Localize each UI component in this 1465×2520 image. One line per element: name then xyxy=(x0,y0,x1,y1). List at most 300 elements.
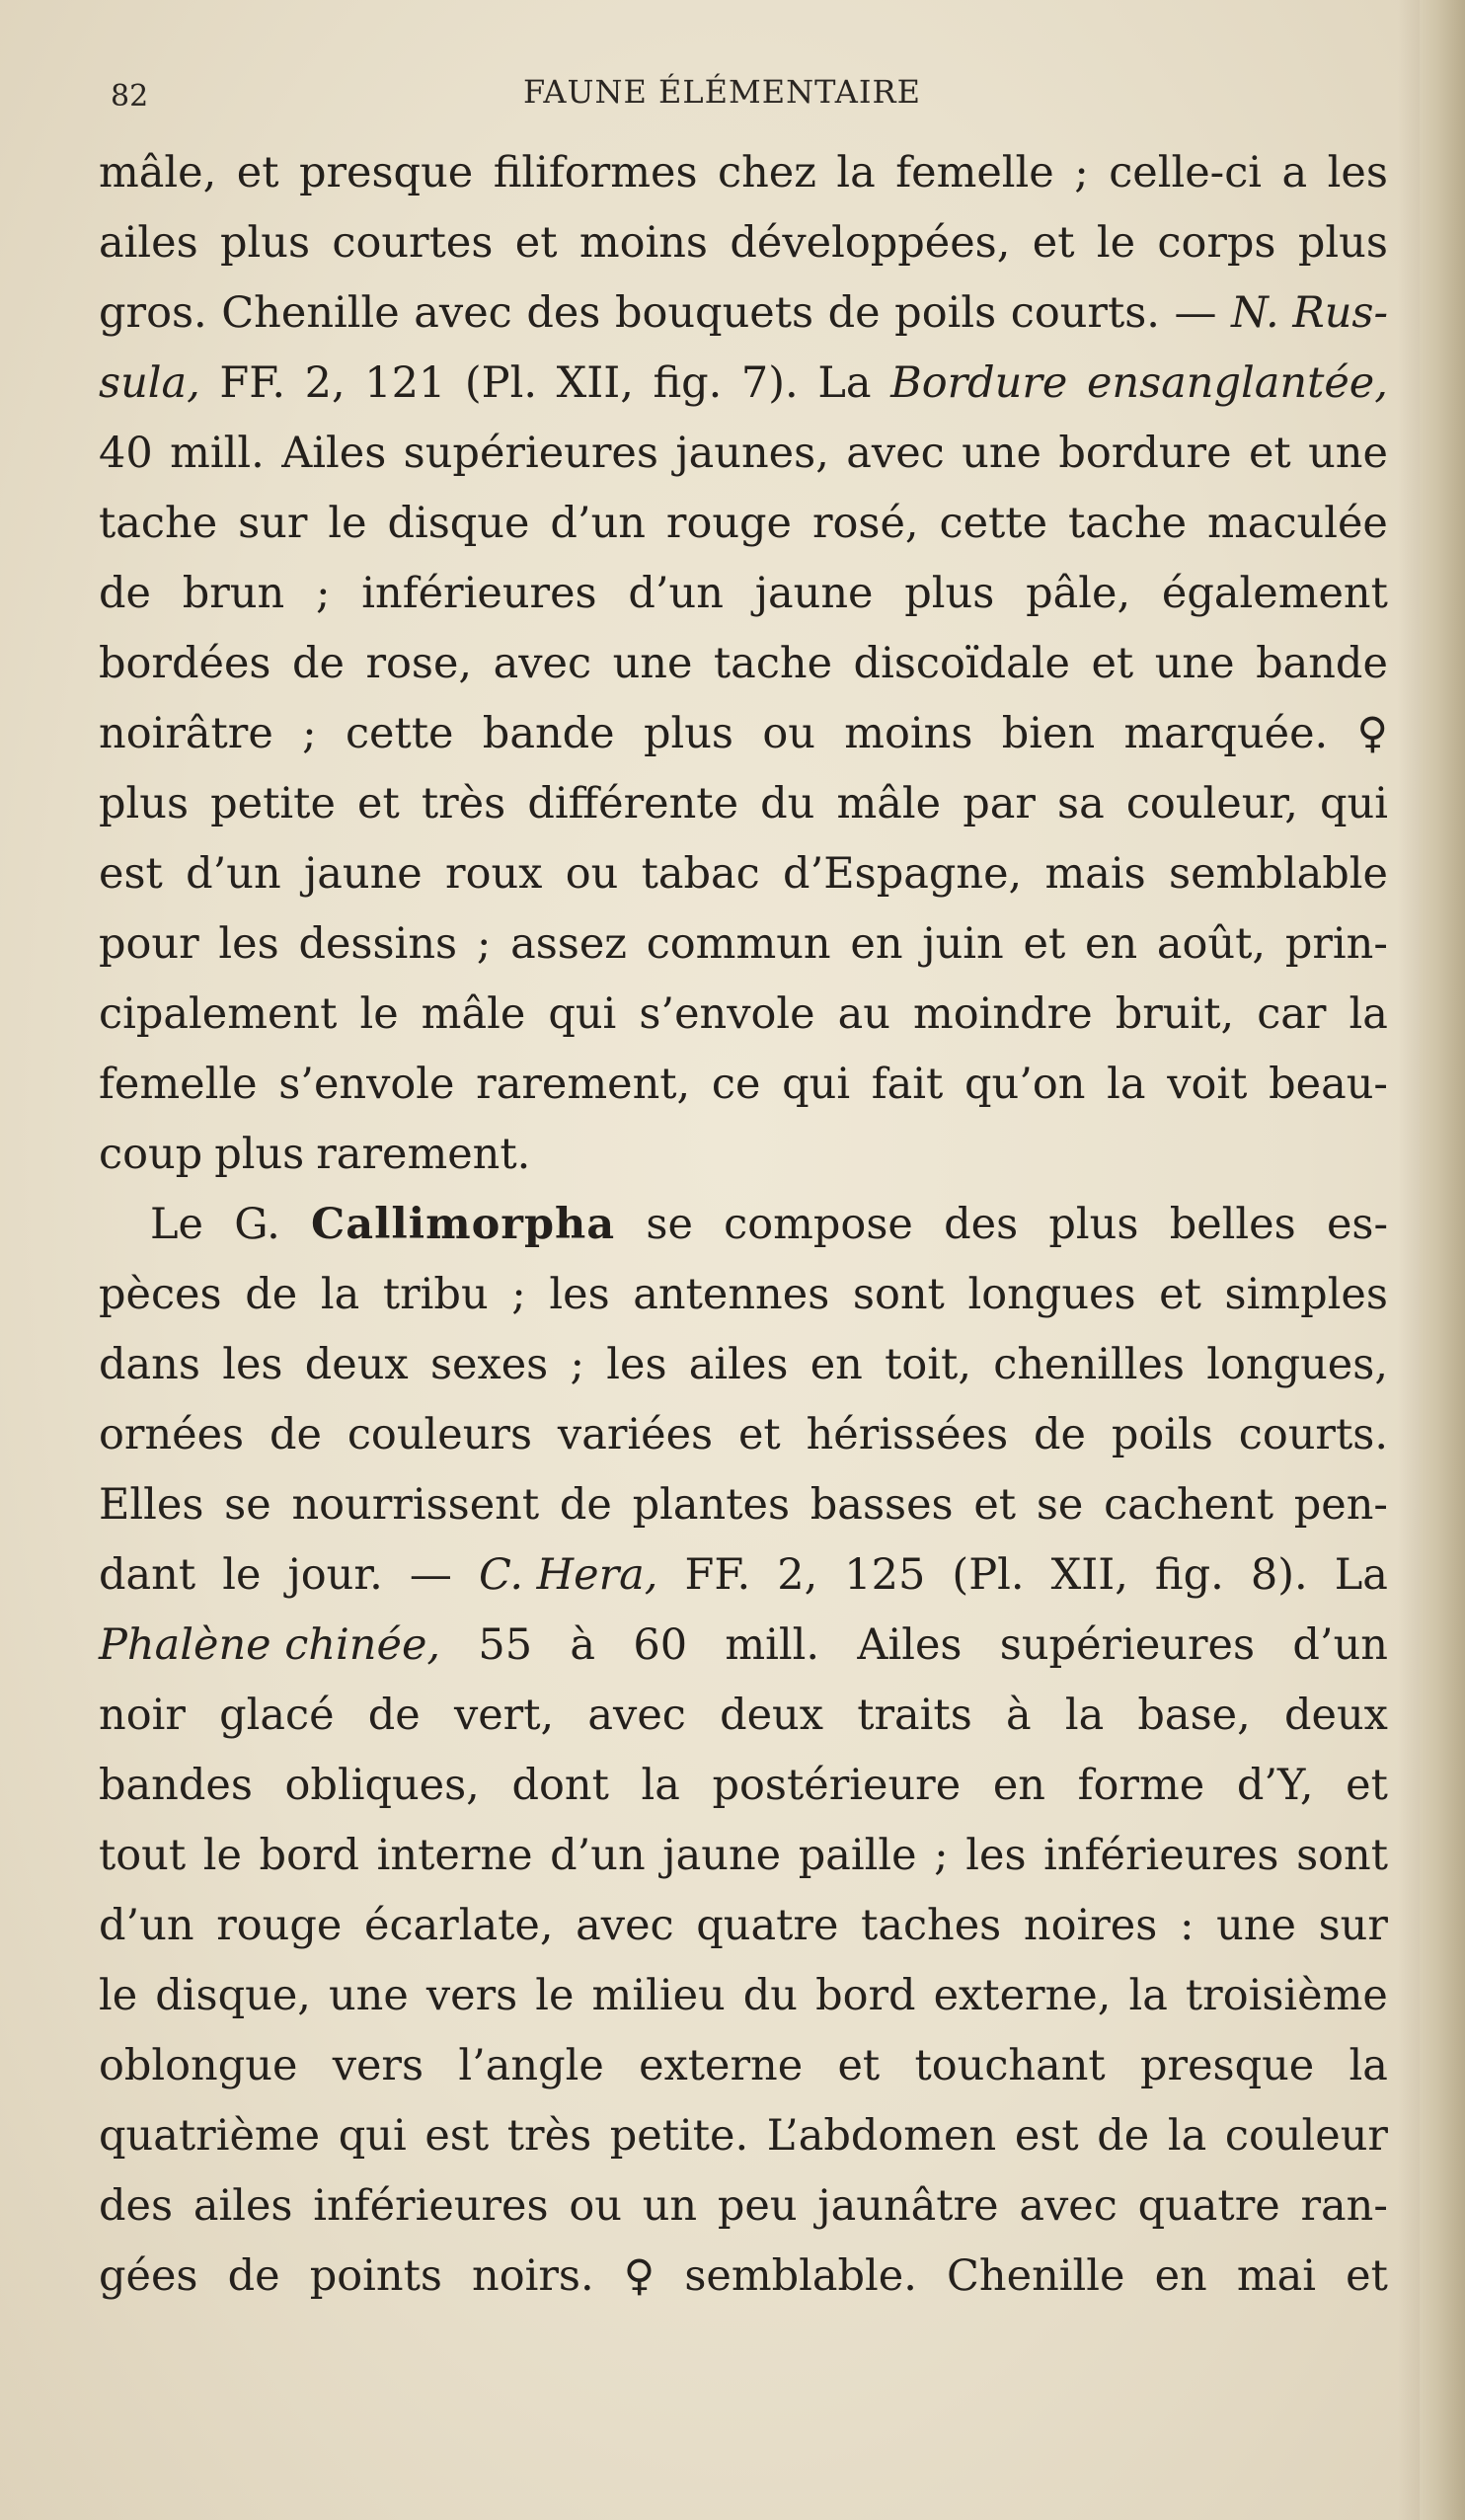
word: pâle, xyxy=(1026,569,1131,618)
word: écarlate, xyxy=(364,1901,554,1950)
page-header xyxy=(99,67,1382,117)
word: et xyxy=(1346,2251,1388,2301)
word: la xyxy=(836,148,876,197)
word: en xyxy=(992,1761,1045,1810)
word: points xyxy=(309,2251,442,2301)
word: courts. xyxy=(1238,1410,1388,1459)
word: cipalement xyxy=(99,989,338,1039)
word: — xyxy=(409,1550,452,1600)
word: Chenille xyxy=(947,2251,1125,2301)
word: la xyxy=(320,1270,360,1319)
word: ailes xyxy=(99,218,198,268)
text-line xyxy=(99,2031,1388,2101)
word: rose, xyxy=(365,639,473,688)
word: plus xyxy=(904,569,995,618)
text-line xyxy=(99,278,1388,349)
word: petite. xyxy=(609,2111,749,2161)
word: à xyxy=(1005,1691,1032,1740)
word: une xyxy=(328,1971,409,2020)
word: une xyxy=(962,429,1041,478)
word: vers xyxy=(332,2041,424,2090)
word: roux xyxy=(445,849,543,899)
word: es- xyxy=(1326,1200,1388,1249)
word: du xyxy=(760,779,815,828)
word: — xyxy=(1174,288,1217,338)
word: jaune xyxy=(754,569,874,618)
word: d’Espagne, xyxy=(783,849,1023,899)
word: disque xyxy=(387,499,530,548)
word: la xyxy=(641,1761,680,1810)
word: en xyxy=(1085,919,1138,969)
word: deux xyxy=(720,1691,823,1740)
word: le xyxy=(202,1831,242,1880)
word: la xyxy=(1349,989,1388,1039)
word: tout xyxy=(99,1831,187,1880)
word: hérissées xyxy=(806,1410,1009,1459)
word: les xyxy=(549,1270,610,1319)
word: G. xyxy=(234,1200,280,1249)
word: ♀ xyxy=(623,2251,655,2301)
word: et xyxy=(1346,1761,1388,1810)
word: brun xyxy=(182,569,285,618)
word: quatre xyxy=(1137,2181,1280,2231)
word: d’un xyxy=(1292,1620,1388,1670)
word: simples xyxy=(1224,1270,1388,1319)
word: noir xyxy=(99,1691,186,1740)
word: plus xyxy=(1297,218,1388,268)
text-line xyxy=(99,2171,1388,2242)
word: Elles xyxy=(99,1480,204,1530)
text-line xyxy=(99,1891,1388,1961)
word: La xyxy=(817,358,872,408)
text-line xyxy=(99,1751,1388,1821)
word: très xyxy=(506,2111,592,2161)
word: inférieures xyxy=(1043,1831,1279,1880)
word: pèces xyxy=(99,1270,222,1319)
word: sont xyxy=(1296,1831,1388,1880)
word: discoïdale xyxy=(853,639,1070,688)
word: celle-ci xyxy=(1109,148,1263,197)
word: forme xyxy=(1077,1761,1205,1810)
word: et xyxy=(1091,639,1134,688)
word: le xyxy=(359,989,399,1039)
word: basses xyxy=(810,1480,954,1530)
word: des xyxy=(99,2181,174,2231)
word: gées xyxy=(99,2251,198,2301)
word: par xyxy=(963,779,1036,828)
word: ce xyxy=(711,1060,761,1109)
word: moins xyxy=(844,709,973,758)
text-line xyxy=(99,839,1388,909)
word: d’un xyxy=(99,1901,194,1950)
word: 2, xyxy=(777,1550,818,1600)
word: et xyxy=(837,2041,881,2090)
word: assez xyxy=(510,919,627,969)
word: mâle xyxy=(836,779,942,828)
word: belles xyxy=(1169,1200,1296,1249)
word: glacé xyxy=(219,1691,335,1740)
word: d’Y, xyxy=(1236,1761,1314,1810)
text-line xyxy=(99,1260,1388,1330)
word: plus xyxy=(99,779,190,828)
word: bouquets xyxy=(614,288,814,338)
word: à xyxy=(570,1620,596,1670)
word: vert, xyxy=(453,1691,555,1740)
word: disque, xyxy=(155,1971,311,2020)
word: et xyxy=(1159,1270,1201,1319)
word: 60 xyxy=(633,1620,688,1670)
word: qui xyxy=(1320,779,1388,828)
word: ou xyxy=(569,2181,622,2231)
word: en xyxy=(1154,2251,1207,2301)
text-line xyxy=(99,1050,1388,1120)
word: N. Rus- xyxy=(1231,288,1388,338)
word: août, xyxy=(1156,919,1267,969)
word: s’envole xyxy=(639,989,815,1039)
word: qui xyxy=(548,989,617,1039)
word: L’abdomen xyxy=(766,2111,997,2161)
word: poils xyxy=(894,288,997,338)
word: ; xyxy=(302,709,317,758)
word: quatrième xyxy=(99,2111,321,2161)
text-line xyxy=(99,1611,1388,1681)
text-line xyxy=(99,980,1388,1050)
word: le xyxy=(328,499,367,548)
word: fait xyxy=(871,1060,944,1109)
word: dans xyxy=(99,1340,200,1389)
word: bord xyxy=(259,1831,360,1880)
word: les xyxy=(1327,148,1388,197)
word: plus xyxy=(1048,1200,1139,1249)
word: prin- xyxy=(1284,919,1388,969)
word: obliques, xyxy=(284,1761,480,1810)
word: Ailes xyxy=(857,1620,963,1670)
word: fig. xyxy=(653,358,723,408)
word: un xyxy=(642,2181,698,2231)
word: a xyxy=(1281,148,1308,197)
word: ; xyxy=(511,1270,526,1319)
word: jour. xyxy=(287,1550,383,1600)
word: 7). xyxy=(740,358,799,408)
word: tabac xyxy=(641,849,760,899)
word: cette xyxy=(939,499,1048,548)
word: de xyxy=(367,1691,421,1740)
word: presque xyxy=(298,148,474,197)
word: d’un xyxy=(628,569,724,618)
word: de xyxy=(559,1480,612,1530)
word: pen- xyxy=(1293,1480,1388,1530)
word: ran- xyxy=(1300,2181,1388,2231)
word: ; xyxy=(934,1831,949,1880)
word: 121 xyxy=(364,358,446,408)
word: ou xyxy=(762,709,815,758)
word: tache xyxy=(713,639,833,688)
word: la xyxy=(1128,1971,1168,2020)
word: juin xyxy=(922,919,1004,969)
word: Callimorpha xyxy=(311,1200,616,1249)
word: ou xyxy=(565,849,619,899)
text-line xyxy=(99,699,1388,769)
word: nourrissent xyxy=(291,1480,540,1530)
word: couleurs xyxy=(347,1410,533,1459)
word: longues, xyxy=(1206,1340,1388,1389)
word: et xyxy=(1248,429,1291,478)
word: au xyxy=(837,989,890,1039)
word: mâle, xyxy=(99,148,217,197)
word: la xyxy=(1167,2111,1207,2161)
word: quatre xyxy=(696,1901,839,1950)
word: bien xyxy=(1001,709,1096,758)
word: femelle xyxy=(895,148,1054,197)
text-line xyxy=(99,629,1388,699)
word: petite xyxy=(210,779,336,828)
word: FF. xyxy=(219,358,286,408)
word: sula, xyxy=(99,358,200,408)
word: base, xyxy=(1137,1691,1251,1740)
page-edge xyxy=(1420,0,1465,2520)
word: les xyxy=(965,1831,1027,1880)
word: XII, xyxy=(556,358,634,408)
word: tache xyxy=(99,499,218,548)
word: est xyxy=(424,2111,490,2161)
word: maculée xyxy=(1207,499,1388,548)
word: est xyxy=(99,849,163,899)
word: une xyxy=(1154,639,1235,688)
word: d’un xyxy=(186,849,281,899)
word: Chenille xyxy=(221,288,400,338)
word: compose xyxy=(724,1200,913,1249)
word: inférieures xyxy=(313,2181,549,2231)
word: le xyxy=(1096,218,1136,268)
word: et xyxy=(357,779,400,828)
word: externe xyxy=(639,2041,804,2090)
word: semblable xyxy=(1169,849,1388,899)
word: femelle xyxy=(99,1060,258,1109)
word: jaune xyxy=(303,849,423,899)
word: sexes xyxy=(429,1340,549,1389)
word: commun xyxy=(646,919,831,969)
word: noirâtre xyxy=(99,709,273,758)
word: avec xyxy=(1019,2181,1118,2231)
word: deux xyxy=(1283,1691,1388,1740)
word: plus xyxy=(220,218,311,268)
word: une xyxy=(612,639,693,688)
word: : xyxy=(1179,1901,1195,1950)
word: et xyxy=(1032,218,1075,268)
word: 40 xyxy=(99,429,153,478)
word: s’envole xyxy=(278,1060,455,1109)
word: avec xyxy=(576,1901,674,1950)
word: de xyxy=(269,1410,322,1459)
word: plantes xyxy=(632,1480,791,1530)
word: du xyxy=(742,1971,799,2020)
word: qui xyxy=(782,1060,851,1109)
word: les xyxy=(606,1340,667,1389)
word: de xyxy=(1034,1410,1086,1459)
word: externe, xyxy=(933,1971,1112,2020)
word: avec xyxy=(587,1691,686,1740)
word: marquée. xyxy=(1123,709,1329,758)
word: jaune xyxy=(662,1831,782,1880)
word: mai xyxy=(1236,2251,1317,2301)
word: ailes xyxy=(193,2181,293,2231)
word: d’un xyxy=(550,1831,646,1880)
text-line xyxy=(99,1821,1388,1891)
word: Ailes xyxy=(281,429,387,478)
word: de xyxy=(1097,2111,1150,2161)
word: vers xyxy=(425,1971,518,2020)
word: l’angle xyxy=(458,2041,604,2090)
word: plus xyxy=(214,1130,305,1179)
word: sa xyxy=(1057,779,1105,828)
word: (Pl. xyxy=(464,358,538,408)
word: de xyxy=(99,569,151,618)
word: toit, xyxy=(885,1340,972,1389)
word: qu’on xyxy=(964,1060,1086,1109)
word: jaunâtre xyxy=(817,2181,999,2231)
word: dont xyxy=(511,1761,609,1810)
word: variées xyxy=(557,1410,714,1459)
text-line xyxy=(99,909,1388,980)
word: beau- xyxy=(1269,1060,1388,1109)
word: coup xyxy=(99,1130,203,1179)
word: courts. xyxy=(1010,288,1160,338)
body-text xyxy=(99,138,1388,2312)
word: XII, xyxy=(1050,1550,1128,1600)
word: FF. xyxy=(684,1550,751,1600)
word: Phalène chinée, xyxy=(99,1620,441,1670)
word: la xyxy=(1064,1691,1105,1740)
word: 2, xyxy=(304,358,346,408)
word: de xyxy=(245,1270,298,1319)
word: Bordure xyxy=(890,358,1068,408)
word: pour xyxy=(99,919,199,969)
word: également xyxy=(1161,569,1388,618)
word: supérieures xyxy=(403,429,658,478)
word: bordure xyxy=(1058,429,1232,478)
word: dant xyxy=(99,1550,196,1600)
word: se xyxy=(224,1480,271,1530)
word: cette xyxy=(345,709,454,758)
word: peu xyxy=(717,2181,798,2231)
word: sur xyxy=(1318,1901,1388,1950)
word: sur xyxy=(238,499,308,548)
text-line xyxy=(99,489,1388,559)
word: la xyxy=(1349,2041,1388,2090)
text-line xyxy=(99,349,1388,419)
word: Le xyxy=(150,1200,204,1249)
word: ensanglantée, xyxy=(1086,358,1388,408)
word: le xyxy=(222,1550,262,1600)
word: ; xyxy=(315,569,331,618)
word: moins xyxy=(578,218,709,268)
text-line xyxy=(99,1681,1388,1751)
word: rosé, xyxy=(811,499,919,548)
word: tache xyxy=(1067,499,1188,548)
word: en xyxy=(850,919,903,969)
word: dessins xyxy=(298,919,458,969)
word: plus xyxy=(643,709,733,758)
word: moindre xyxy=(913,989,1093,1039)
word: 8). xyxy=(1250,1550,1308,1600)
word: les xyxy=(222,1340,283,1389)
word: d’un xyxy=(550,499,646,548)
word: chenilles xyxy=(993,1340,1185,1389)
word: des xyxy=(526,288,601,338)
word: rarement, xyxy=(476,1060,691,1109)
word: interne xyxy=(376,1831,533,1880)
word: voit xyxy=(1167,1060,1248,1109)
word: couleur xyxy=(1224,2111,1388,2161)
word: 125 xyxy=(844,1550,926,1600)
page-number: 82 xyxy=(111,79,149,114)
word: chez xyxy=(718,148,816,197)
word: rarement. xyxy=(316,1130,531,1179)
word: ; xyxy=(570,1340,584,1389)
word: développées, xyxy=(730,218,1011,268)
text-line xyxy=(99,208,1388,278)
word: très xyxy=(421,779,506,828)
word: rouge xyxy=(665,499,793,548)
word: oblongue xyxy=(99,2041,298,2090)
text-line xyxy=(99,1190,1388,1260)
word: de xyxy=(227,2251,280,2301)
word: courtes xyxy=(332,218,494,268)
word: de xyxy=(291,639,345,688)
word: la xyxy=(1107,1060,1146,1109)
word: et xyxy=(737,1410,781,1459)
word: mais xyxy=(1044,849,1146,899)
text-line xyxy=(99,1961,1388,2031)
word: 55 xyxy=(478,1620,533,1670)
text-line xyxy=(99,1120,1388,1190)
word: car xyxy=(1257,989,1327,1039)
word: poils xyxy=(1111,1410,1213,1459)
word: bordées xyxy=(99,639,271,688)
word: avec xyxy=(414,288,512,338)
word: corps xyxy=(1157,218,1276,268)
word: troisième xyxy=(1185,1971,1388,2020)
word: taches xyxy=(861,1901,1002,1950)
text-line xyxy=(99,1330,1388,1400)
word: ♀ xyxy=(1356,709,1388,758)
text-line xyxy=(99,1540,1388,1611)
word: se xyxy=(646,1200,693,1249)
word: presque xyxy=(1139,2041,1315,2090)
word: bruit, xyxy=(1115,989,1235,1039)
word: est xyxy=(1014,2111,1079,2161)
word: des xyxy=(944,1200,1019,1249)
word: ; xyxy=(476,919,492,969)
word: une xyxy=(1308,429,1388,478)
word: bande xyxy=(482,709,615,758)
word: jaunes, xyxy=(675,429,829,478)
word: paille xyxy=(798,1831,917,1880)
word: mâle xyxy=(421,989,526,1039)
word: et xyxy=(973,1480,1017,1530)
word: gros. xyxy=(99,288,207,338)
word: La xyxy=(1334,1550,1388,1600)
word: les xyxy=(218,919,279,969)
word: en xyxy=(810,1340,863,1389)
word: sont xyxy=(852,1270,945,1319)
word: le xyxy=(99,1971,138,2020)
word: rouge xyxy=(216,1901,343,1950)
word: tribu xyxy=(382,1270,489,1319)
word: différente xyxy=(527,779,739,828)
word: et xyxy=(1023,919,1066,969)
word: ; xyxy=(1074,148,1089,197)
